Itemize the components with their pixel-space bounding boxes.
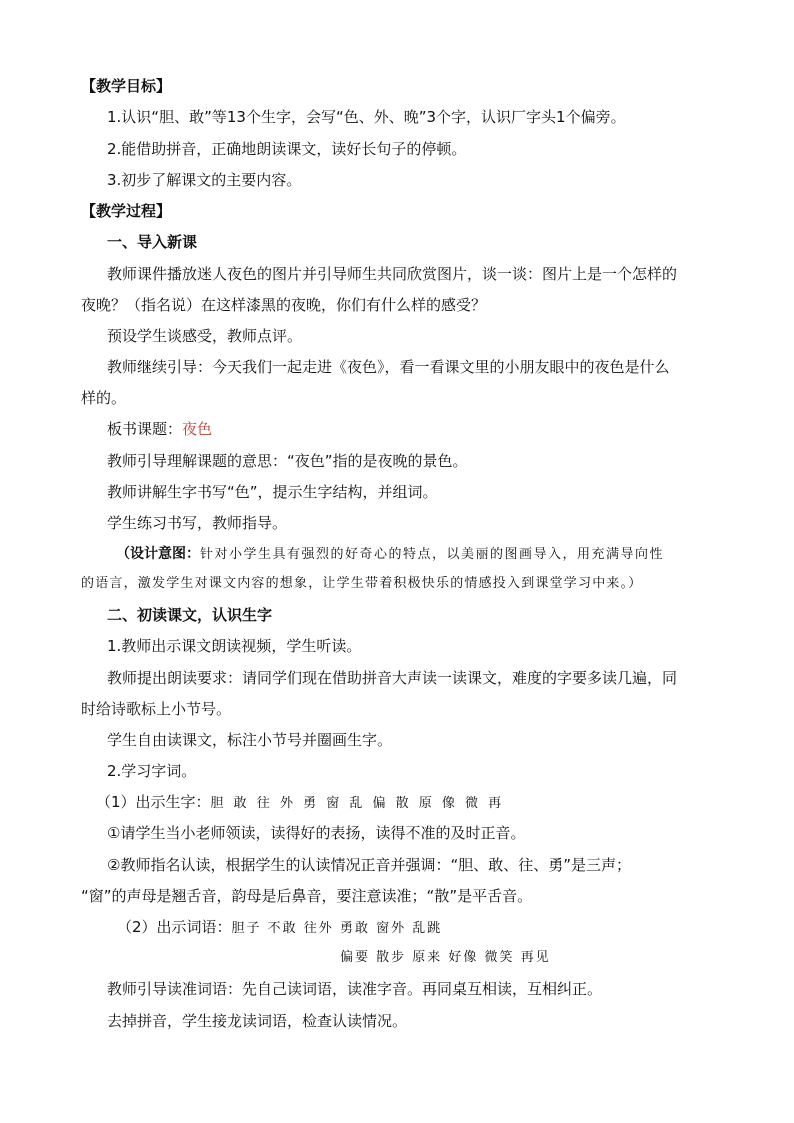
goal-item-1: 1.认识“胆、敢”等13个生字，会写“色、外、晚”3个字，认识厂字头1个偏旁。 — [107, 108, 626, 126]
board-title-value: 夜色 — [182, 420, 213, 438]
paragraph-line: 教师提出朗读要求：请同学们现在借助拼音大声读一读课文，难度的字要多读几遍，同 — [107, 669, 678, 687]
design-intent-text: 的语言，激发学生对课文内容的想象，让学生带着积极快乐的情感投入到课堂学习中来。） — [81, 576, 643, 591]
heading-teaching-goals: 【教学目标】 — [81, 77, 172, 95]
new-characters-list: 胆 敢 往 外 勇 窗 乱 偏 散 原 像 微 再 — [210, 796, 505, 811]
new-words-line — [117, 917, 442, 939]
paragraph-line: 学生自由读课文，标注小节号并圈画生字。 — [107, 731, 393, 749]
section-1-title: 一、导入新课 — [107, 233, 198, 251]
paragraph-line: 去掉拼音，学生接龙读词语，检查认读情况。 — [107, 1012, 408, 1030]
paragraph-line: 教师讲解生字书写“色”，提示生字结构，并组词。 — [107, 483, 438, 501]
design-intent-text: 针对小学生具有强烈的好奇心的特点，以美丽的图画导入，用充满导向性 — [200, 547, 665, 562]
new-characters-label: （1）出示生字： — [96, 793, 211, 811]
paragraph-line: ②教师指名认读，根据学生的认读情况正音并强调：“胆、敢、往、勇”是三声； — [107, 856, 631, 874]
paragraph-line: “窗”的声母是翘舌音，韵母是后鼻音，要注意读准；“散”是平舌音。 — [81, 887, 533, 905]
paragraph-line: 教师引导读准词语：先自己读词语，读准字音。再同桌互相读，互相纠正。 — [107, 980, 603, 998]
paragraph-line: 学生练习书写，教师指导。 — [107, 514, 288, 532]
design-intent-label: （设计意图： — [116, 546, 200, 562]
paragraph-line: 教师继续引导：今天我们一起走进《夜色》，看一看课文里的小朋友眼中的夜色是什么 — [107, 358, 670, 376]
paragraph-line: 样的。 — [81, 389, 127, 407]
new-words-label: （2）出示词语： — [117, 918, 232, 936]
paragraph-line: 预设学生谈感受，教师点评。 — [107, 327, 303, 345]
board-title-line — [107, 419, 212, 439]
paragraph-line: 1.教师出示课文朗读视频，学生听读。 — [107, 637, 362, 655]
paragraph-line: 时给诗歌标上小节号。 — [81, 700, 232, 718]
new-words-list: 胆子 不敢 往外 勇敢 窗外 乱跳 — [231, 921, 443, 936]
board-title-label: 板书课题： — [107, 420, 183, 438]
section-2-title: 二、初读课文，认识生字 — [107, 606, 273, 624]
paragraph-line: 夜晚？（指名说）在这样漆黑的夜晚，你们有什么样的感受？ — [81, 296, 487, 314]
paragraph-line: 教师引导理解课题的意思：“夜色”指的是夜晚的景色。 — [107, 452, 468, 470]
paragraph-line: 2.学习字词。 — [107, 762, 197, 780]
new-words-list: 偏要 散步 原来 好像 微笑 再见 — [340, 950, 551, 965]
paragraph-line: ①请学生当小老师领读，读得好的表扬，读得不准的及时正音。 — [107, 824, 526, 842]
goal-item-3: 3.初步了解课文的主要内容。 — [107, 171, 302, 189]
paragraph-line: 教师课件播放迷人夜色的图片并引导师生共同欣赏图片，谈一谈：图片上是一个怎样的 — [107, 265, 678, 283]
goal-item-2: 2.能借助拼音，正确地朗读课文，读好长句子的停顿。 — [107, 140, 467, 158]
design-intent-line — [116, 543, 664, 565]
new-characters-line — [96, 792, 504, 814]
heading-teaching-process: 【教学过程】 — [81, 202, 172, 220]
